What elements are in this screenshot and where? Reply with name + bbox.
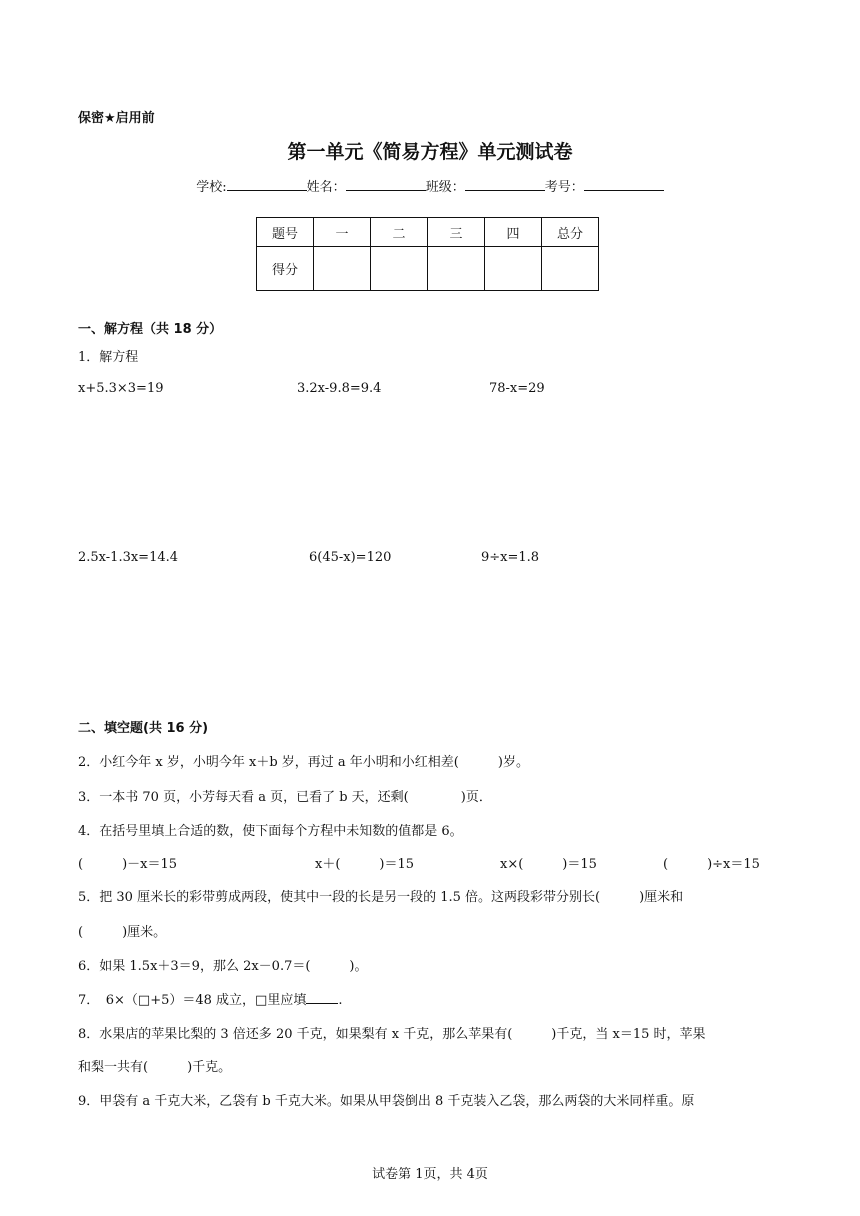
score-header-cell: 总分 — [542, 218, 599, 247]
page-title: 第一单元《简易方程》单元测试卷 — [287, 141, 573, 163]
question-5-line-1: 5．把 30 厘米长的彩带剪成两段，使其中一段的长是另一段的 1.5 倍。这两段彩带分别长( )厘米和 — [78, 890, 684, 905]
score-table — [256, 217, 599, 291]
name-label: 姓名： — [306, 180, 346, 195]
score-header-cell: 题号 — [257, 218, 314, 247]
equation-1b: 3.2x-9.8=9.4 — [297, 381, 382, 396]
question-9-line-1: 9．甲袋有 a 千克大米，乙袋有 b 千克大米。如果从甲袋倒出 8 千克装入乙袋，那么两袋的大米同样重。原 — [78, 1094, 695, 1109]
score-header-cell: 四 — [485, 218, 542, 247]
question-7 — [78, 989, 342, 1008]
name-blank[interactable] — [346, 178, 426, 191]
score-cell-1[interactable] — [314, 247, 371, 291]
score-table-score-row — [257, 247, 599, 291]
question-8-line-2: 和梨一共有( )千克。 — [78, 1060, 232, 1075]
question-4: 4．在括号里填上合适的数，使下面每个方程中未知数的值都是 6。 — [78, 824, 463, 839]
score-header-cell: 二 — [371, 218, 428, 247]
question-7-text: 7． 6×（□+5）＝48 成立，□里应填 — [78, 993, 307, 1008]
question-4-item-3: x×( )＝15 — [500, 857, 597, 872]
score-cell-3[interactable] — [428, 247, 485, 291]
score-header-cell: 三 — [428, 218, 485, 247]
question-1: 1．解方程 — [78, 350, 139, 365]
question-3: 3．一本书 70 页，小芳每天看 a 页，已看了 b 天，还剩( )页． — [78, 790, 492, 805]
student-info-line — [0, 176, 860, 195]
exam-number-blank[interactable] — [584, 178, 664, 191]
question-2: 2．小红今年 x 岁，小明今年 x＋b 岁，再过 a 年小明和小红相差( )岁。 — [78, 755, 529, 770]
score-header-cell: 一 — [314, 218, 371, 247]
class-blank[interactable] — [465, 178, 545, 191]
section-1-title: 一、解方程（共 18 分） — [78, 322, 223, 337]
question-5-line-2: ( )厘米。 — [78, 925, 167, 940]
page-footer: 试卷第 1页，共 4页 — [372, 1167, 488, 1182]
section-2-title: 二、填空题(共 16 分) — [78, 721, 209, 736]
question-6: 6．如果 1.5x＋3＝9，那么 2x－0.7＝( )。 — [78, 959, 368, 974]
question-4-item-2: x＋( )＝15 — [315, 857, 415, 872]
score-cell-total[interactable] — [542, 247, 599, 291]
equation-1a: x+5.3×3=19 — [78, 381, 164, 396]
question-7-answer-blank[interactable] — [306, 992, 338, 1004]
question-4-item-1: ( )－x＝15 — [78, 857, 178, 872]
score-row-label: 得分 — [257, 247, 314, 291]
score-cell-2[interactable] — [371, 247, 428, 291]
question-8-line-1: 8．水果店的苹果比梨的 3 倍还多 20 千克，如果梨有 x 千克，那么苹果有( )千克，当 x＝15 时，苹果 — [78, 1027, 706, 1042]
score-table-header-row — [257, 218, 599, 247]
equation-2c: 9÷x=1.8 — [481, 550, 540, 565]
question-7-end: . — [338, 993, 343, 1008]
exam-number-label: 考号： — [544, 180, 584, 195]
equation-2a: 2.5x-1.3x=14.4 — [78, 550, 179, 565]
equation-1c: 78-x=29 — [489, 381, 545, 396]
equation-2b: 6(45-x)=120 — [309, 550, 392, 565]
school-label: 学校: — [196, 180, 227, 195]
confidential-label: 保密★启用前 — [78, 111, 155, 126]
class-label: 班级： — [425, 180, 465, 195]
question-4-item-4: ( )÷x＝15 — [663, 857, 760, 872]
score-cell-4[interactable] — [485, 247, 542, 291]
school-blank[interactable] — [227, 178, 307, 191]
